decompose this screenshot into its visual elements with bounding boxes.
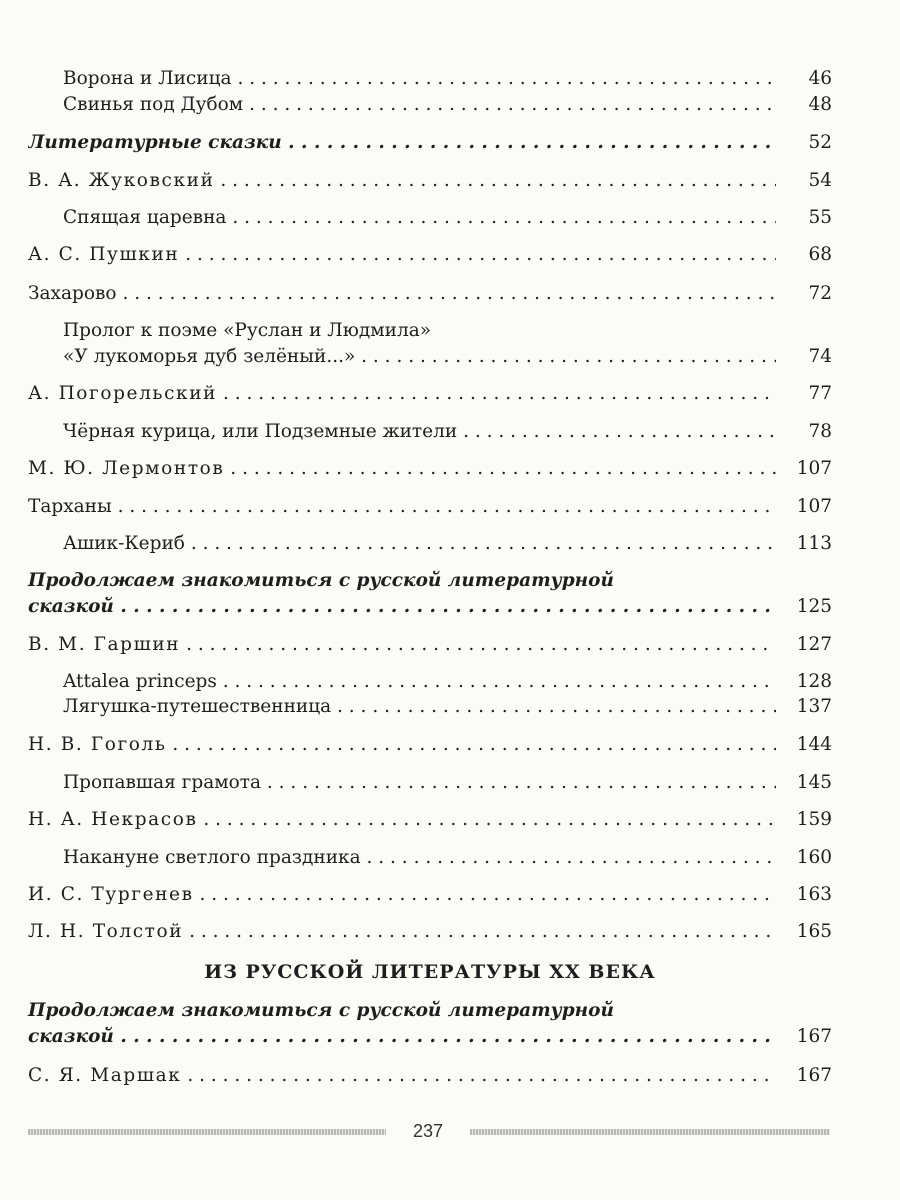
toc-page-number: 160 <box>796 847 832 868</box>
toc-author-name: Л. Н. Толстой . . . <box>28 919 776 944</box>
toc-author <box>28 632 832 657</box>
toc-author <box>28 919 832 944</box>
toc-entry-title: Накануне светлого праздника . . . <box>63 845 776 870</box>
toc-page-number: 128 <box>796 671 832 692</box>
toc-entry-title: Ашик-Кериб . . . <box>63 531 776 556</box>
toc-author <box>28 456 832 481</box>
toc-author <box>28 732 832 757</box>
toc-author-name: М. Ю. Лермонтов . . . <box>28 456 776 481</box>
toc-author <box>28 882 832 907</box>
toc-section <box>28 130 832 155</box>
toc-entry-title: Лягушка-путешественница . . . <box>63 694 776 719</box>
toc-page-number: 163 <box>796 884 832 905</box>
toc-page-number: 159 <box>796 809 832 830</box>
toc-section-title: сказкой . . . <box>28 1024 776 1049</box>
toc-page-number: 144 <box>796 734 832 755</box>
toc-entry <box>28 92 832 117</box>
toc-author-name: В. М. Гаршин . . . <box>28 632 776 657</box>
toc-entry-title: Захарово . . . <box>28 281 776 306</box>
toc-page-number: 55 <box>808 207 832 228</box>
toc-entry-title: Свинья под Дубом . . . <box>63 92 776 117</box>
toc-section <box>28 594 832 619</box>
toc-page-number: 77 <box>808 383 832 404</box>
toc-page-number: 137 <box>796 696 832 717</box>
toc-page-number: 46 <box>808 68 832 89</box>
toc-page-number: 48 <box>808 94 832 115</box>
toc-page-number: 107 <box>796 496 832 517</box>
toc-entry-title: Пропавшая грамота . . . <box>63 770 776 795</box>
toc-section <box>28 1024 832 1049</box>
toc-section-first-line: Продолжаем знакомиться с русской литературной <box>28 570 614 591</box>
toc-section-title: сказкой . . . <box>28 594 776 619</box>
toc-entry <box>28 344 832 369</box>
toc-author <box>28 1063 832 1088</box>
toc-author-name: С. Я. Маршак . . . <box>28 1063 776 1088</box>
page-number: 237 <box>412 1121 444 1141</box>
toc-entry <box>28 66 832 91</box>
toc-entry <box>28 845 832 870</box>
toc-author <box>28 168 832 193</box>
toc-entry <box>28 694 832 719</box>
toc-author <box>28 807 832 832</box>
toc-page-number: 54 <box>808 170 832 191</box>
toc-page-number: 52 <box>808 132 832 153</box>
toc-entry-first-line: Пролог к поэме «Руслан и Людмила» <box>63 320 432 341</box>
toc-page-number: 72 <box>808 283 832 304</box>
toc-page-number: 125 <box>796 596 832 617</box>
toc-entry-title: «У лукоморья дуб зелёный...» . . . <box>63 344 776 369</box>
toc-author-name: А. Погорельский . . . <box>28 381 776 406</box>
toc-entry <box>28 770 832 795</box>
toc-page-number: 145 <box>796 772 832 793</box>
toc-entry-title: Спящая царевна . . . <box>63 205 776 230</box>
toc-entry-title: Чёрная курица, или Подземные жители . . . <box>63 419 776 444</box>
toc-page-number: 74 <box>808 346 832 367</box>
toc-author-name: И. С. Тургенев . . . <box>28 882 776 907</box>
page-footer <box>0 1116 900 1146</box>
toc-author <box>28 242 832 267</box>
toc-entry <box>28 669 832 694</box>
toc-page-number: 167 <box>796 1065 832 1086</box>
toc-page-number: 127 <box>796 634 832 655</box>
toc-page-number: 167 <box>796 1026 832 1047</box>
toc-author-name: В. А. Жуковский . . . <box>28 168 776 193</box>
toc-author <box>28 381 832 406</box>
toc-page-number: 165 <box>796 921 832 942</box>
part-heading: ИЗ РУССКОЙ ЛИТЕРАТУРЫ XX ВЕКА <box>204 961 656 983</box>
toc-author-name: А. С. Пушкин . . . <box>28 242 776 267</box>
toc-entry <box>28 205 832 230</box>
toc-section-first-line: Продолжаем знакомиться с русской литературной <box>28 1000 614 1021</box>
toc-entry <box>28 494 832 519</box>
toc-entry-title: Attalea princeps . . . <box>63 669 776 694</box>
toc-section-title: Литературные сказки . . . <box>28 130 776 155</box>
toc-author-name: Н. В. Гоголь . . . <box>28 732 776 757</box>
toc-entry-title: Ворона и Лисица . . . <box>63 66 776 91</box>
footer-rule-right <box>470 1129 830 1135</box>
toc-entry <box>28 419 832 444</box>
toc-author-name: Н. А. Некрасов . . . <box>28 807 776 832</box>
toc-page-number: 78 <box>808 421 832 442</box>
toc-entry <box>28 531 832 556</box>
toc-entry-title: Тарханы . . . <box>28 494 776 519</box>
toc-page-number: 113 <box>796 533 832 554</box>
toc-page-number: 107 <box>796 458 832 479</box>
toc-entry <box>28 281 832 306</box>
footer-rule-left <box>28 1129 386 1135</box>
toc-page-number: 68 <box>808 244 832 265</box>
